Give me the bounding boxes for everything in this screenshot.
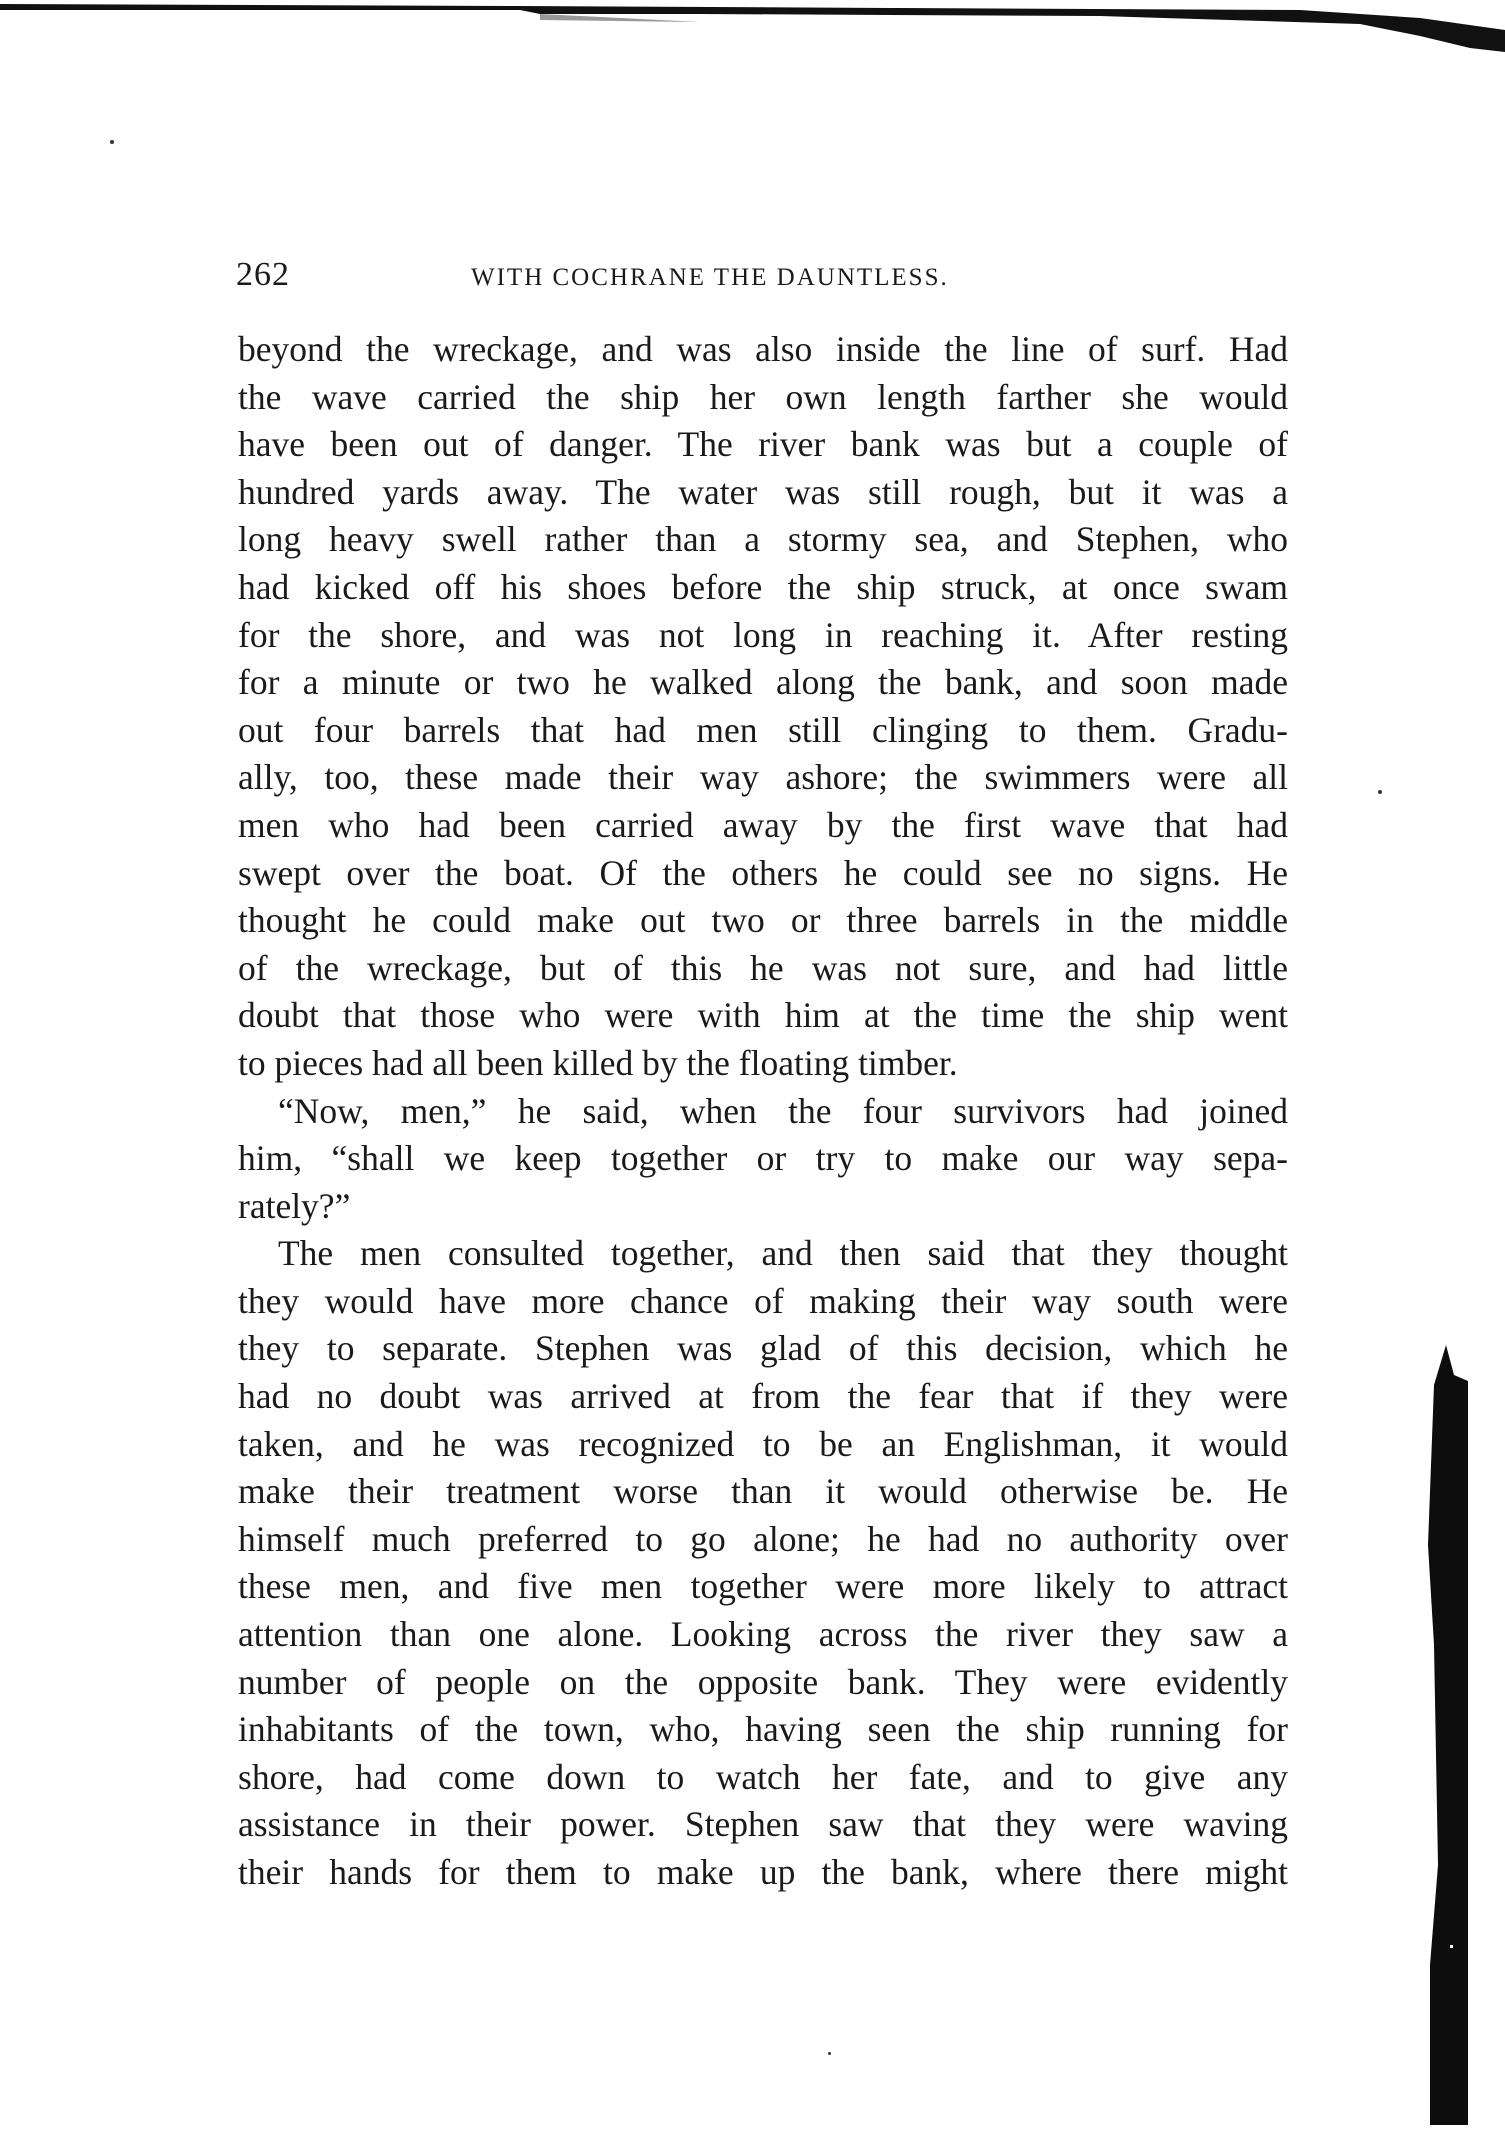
text-line: they to separate. Stephen was glad of this decision, which he xyxy=(238,1328,1288,1369)
text-line: out four barrels that had men still clinging to them. Gradu- xyxy=(238,709,1288,750)
text-line: men who had been carried away by the first wave that had xyxy=(238,804,1288,845)
text-line: have been out of danger. The river bank was but a couple of xyxy=(238,424,1288,465)
text-line: of the wreckage, but of this he was not sure, and had little xyxy=(238,947,1288,988)
scan-edge-right xyxy=(1420,1345,1480,2125)
body-text xyxy=(238,326,1288,1897)
running-title: WITH COCHRANE THE DAUNTLESS. xyxy=(471,264,949,291)
text-line: “Now, men,” he said, when the four survivors had joined xyxy=(278,1090,1288,1131)
text-line: make their treatment worse than it would otherwise be. He xyxy=(238,1471,1288,1512)
text-line: number of people on the opposite bank. They were evidently xyxy=(238,1661,1288,1702)
text-line: for a minute or two he walked along the bank, and soon made xyxy=(238,662,1288,703)
scan-speck xyxy=(110,140,114,144)
text-line: The men consulted together, and then said that they thought xyxy=(278,1233,1288,1274)
text-line: beyond the wreckage, and was also inside the line of surf. Had xyxy=(238,329,1288,369)
text-line: assistance in their power. Stephen saw that they were waving xyxy=(238,1804,1288,1845)
text-line: they would have more chance of making their way south were xyxy=(238,1280,1288,1321)
text-line: rately?” xyxy=(238,1185,351,1226)
text-line: attention than one alone. Looking across the river they saw a xyxy=(238,1614,1288,1655)
text-line: himself much preferred to go alone; he had no authority over xyxy=(238,1518,1288,1559)
scan-speck xyxy=(828,2052,831,2055)
text-line: their hands for them to make up the bank, where there might xyxy=(238,1852,1288,1892)
text-line: long heavy swell rather than a stormy sea, and Stephen, who xyxy=(238,519,1288,560)
text-line: taken, and he was recognized to be an Englishman, it would xyxy=(238,1423,1288,1464)
text-line: swept over the boat. Of the others he could see no signs. He xyxy=(238,852,1288,893)
text-line: thought he could make out two or three barrels in the middle xyxy=(238,900,1288,941)
scan-edge-top xyxy=(0,0,1505,60)
running-head xyxy=(236,256,1276,306)
text-line: had kicked off his shoes before the ship struck, at once swam xyxy=(238,566,1288,607)
text-line: hundred yards away. The water was still rough, but it was a xyxy=(238,471,1288,512)
text-line: him, “shall we keep together or try to make our way sepa- xyxy=(238,1138,1288,1179)
text-line: inhabitants of the town, who, having seen the ship running for xyxy=(238,1709,1288,1750)
text-line: doubt that those who were with him at the time the ship went xyxy=(238,995,1288,1036)
scan-speck xyxy=(1378,790,1382,794)
text-line: for the shore, and was not long in reaching it. After resting xyxy=(238,614,1288,655)
text-line: the wave carried the ship her own length farther she would xyxy=(238,376,1288,417)
text-line: these men, and five men together were more likely to attract xyxy=(238,1566,1288,1607)
page-number: 262 xyxy=(236,256,290,293)
text-line: shore, had come down to watch her fate, and to give any xyxy=(238,1756,1288,1797)
text-line: ally, too, these made their way ashore; the swimmers were all xyxy=(238,757,1288,798)
text-line: had no doubt was arrived at from the fear that if they were xyxy=(238,1376,1288,1417)
text-line: to pieces had all been killed by the floating timber. xyxy=(238,1042,958,1083)
